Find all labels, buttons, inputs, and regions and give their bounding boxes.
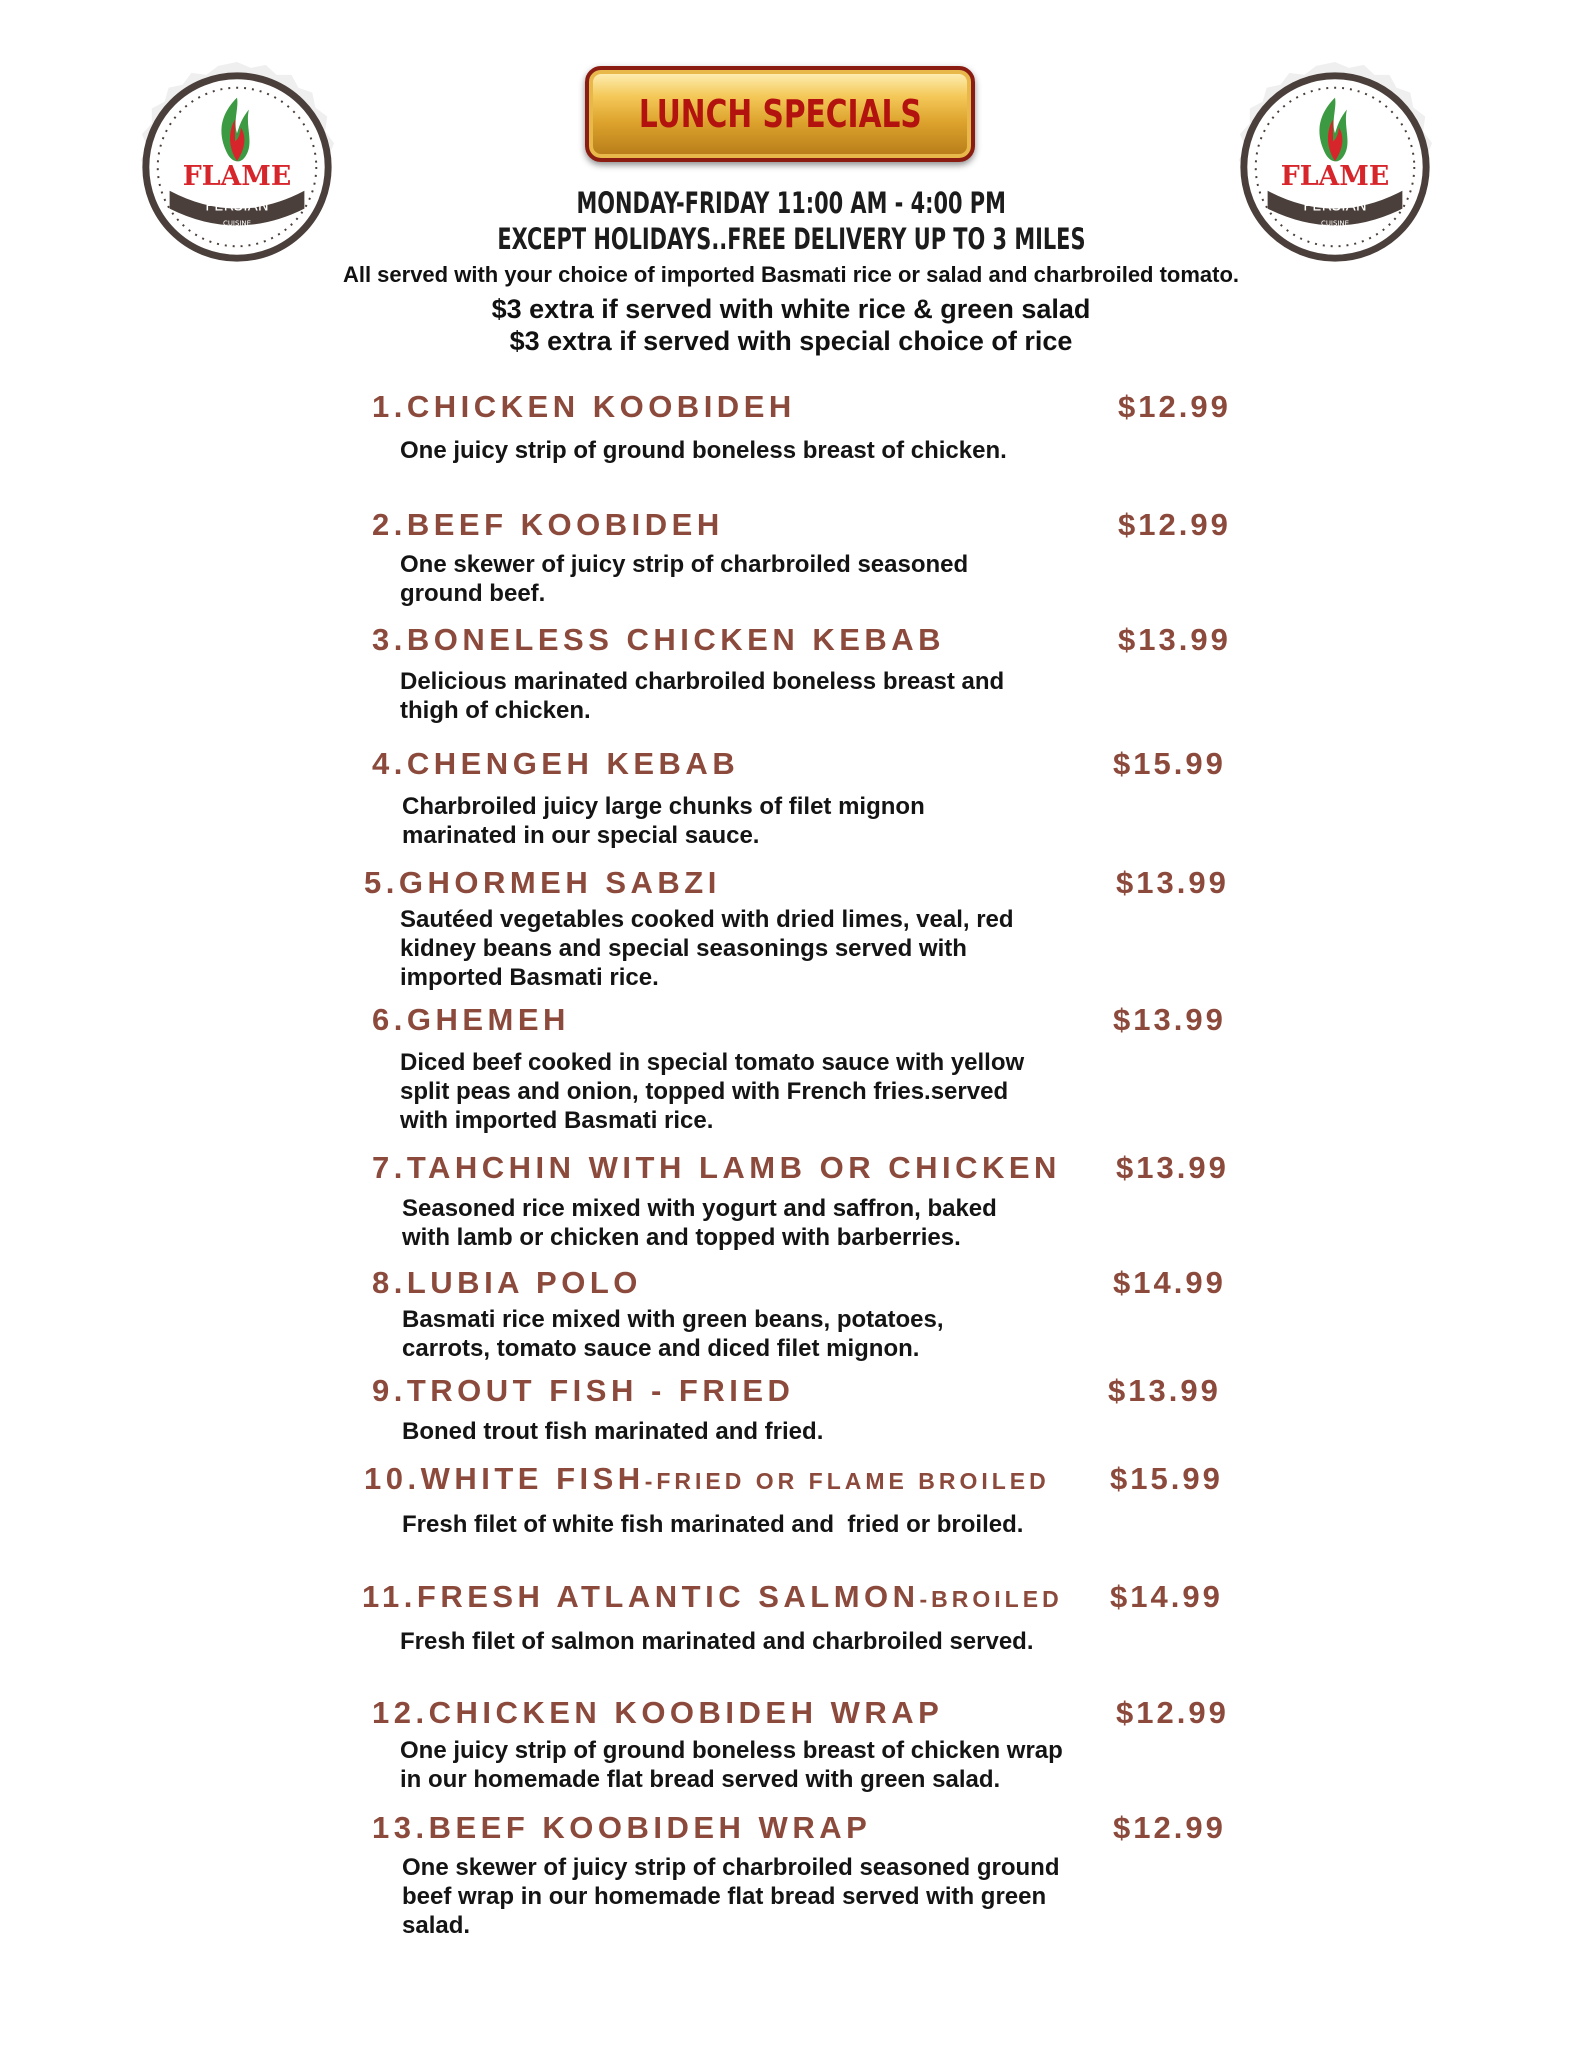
hours-line bbox=[0, 186, 1582, 220]
hours-text: MONDAY-FRIDAY 11:00 AM - 4:00 PM bbox=[576, 186, 1006, 220]
menu-item-description-line: Fresh filet of white fish marinated and fried or broiled. bbox=[402, 1511, 1024, 1538]
menu-item-description bbox=[402, 1417, 1122, 1446]
menu-item-title: 13.BEEF KOOBIDEH WRAP bbox=[372, 1810, 872, 1845]
menu-item-description bbox=[400, 905, 1120, 992]
menu-item-name bbox=[372, 1150, 1061, 1186]
menu-item-description-line: Fresh filet of salmon marinated and charbroiled served. bbox=[400, 1628, 1034, 1655]
menu-item-name bbox=[372, 507, 724, 543]
menu-item-description bbox=[400, 667, 1120, 725]
extra-note-white-rice: $3 extra if served with white rice & green salad bbox=[491, 294, 1091, 324]
logo-sub-text: PERSIAN bbox=[205, 196, 269, 215]
menu-item-description-line: Sautéed vegetables cooked with dried limes, veal, red bbox=[400, 906, 1014, 933]
logo-tag-text: CUISINE bbox=[223, 219, 251, 228]
menu-item-description bbox=[400, 1627, 1120, 1656]
menu-item-price: $13.99 bbox=[1116, 865, 1229, 900]
menu-item-price: $15.99 bbox=[1113, 746, 1226, 781]
menu-item-name bbox=[372, 1810, 871, 1846]
menu-item-name bbox=[362, 1579, 1063, 1615]
menu-item-description-line: kidney beans and special seasonings served with bbox=[400, 935, 967, 962]
menu-item-price: $12.99 bbox=[1116, 1695, 1229, 1730]
menu-item-title: 11.FRESH ATLANTIC SALMON bbox=[362, 1579, 920, 1614]
menu-item-subtitle: -BROILED bbox=[919, 1586, 1063, 1612]
menu-item-description-line: with lamb or chicken and topped with barberries. bbox=[402, 1224, 961, 1251]
menu-item-title: 1.CHICKEN KOOBIDEH bbox=[372, 389, 796, 424]
menu-item-description bbox=[402, 1305, 1122, 1363]
menu-item-description bbox=[402, 1194, 1122, 1252]
menu-item-price: $14.99 bbox=[1110, 1579, 1223, 1614]
menu-item-name bbox=[364, 1461, 1050, 1497]
delivery-text: EXCEPT HOLIDAYS..FREE DELIVERY UP TO 3 MILES bbox=[496, 222, 1086, 256]
menu-item-name bbox=[372, 1373, 794, 1409]
extra-note-special-rice: $3 extra if served with special choice of rice bbox=[509, 326, 1073, 356]
logo-sub-text: PERSIAN bbox=[1303, 196, 1367, 215]
menu-item-name bbox=[372, 1695, 943, 1731]
menu-item-title: 7.TAHCHIN WITH LAMB OR CHICKEN bbox=[372, 1150, 1061, 1185]
menu-item-description-line: One skewer of juicy strip of charbroiled seasoned bbox=[400, 551, 969, 578]
menu-item-title: 3.BONELESS CHICKEN KEBAB bbox=[372, 622, 946, 657]
menu-item-name bbox=[372, 1002, 570, 1038]
menu-item-description bbox=[400, 550, 1120, 608]
menu-item-price: $13.99 bbox=[1113, 1002, 1226, 1037]
menu-item-price: $13.99 bbox=[1118, 622, 1231, 657]
lunch-specials-banner bbox=[585, 66, 975, 162]
menu-item-description-line: Basmati rice mixed with green beans, potatoes, bbox=[402, 1306, 944, 1333]
menu-item-description bbox=[400, 1048, 1120, 1135]
menu-item-description-line: Diced beef cooked in special tomato sauce with yellow bbox=[400, 1049, 1025, 1076]
menu-item-description-line: beef wrap in our homemade flat bread served with green bbox=[402, 1883, 1047, 1910]
menu-item-price: $15.99 bbox=[1110, 1461, 1223, 1496]
menu-item-description-line: marinated in our special sauce. bbox=[402, 822, 760, 849]
menu-item-title: 10.WHITE FISH bbox=[364, 1461, 645, 1496]
menu-item-title: 9.TROUT FISH - FRIED bbox=[372, 1373, 795, 1408]
menu-item-description bbox=[400, 1736, 1120, 1794]
menu-item-description-line: One juicy strip of ground boneless breast of chicken wrap bbox=[400, 1737, 1063, 1764]
menu-item-description-line: carrots, tomato sauce and diced filet mignon. bbox=[402, 1335, 920, 1362]
delivery-line bbox=[0, 222, 1582, 256]
menu-item-name bbox=[372, 622, 945, 658]
menu-item-title: 6.GHEMEH bbox=[372, 1002, 570, 1037]
served-with-note: All served with your choice of imported Basmati rice or salad and charbroiled tomato. bbox=[342, 262, 1240, 287]
menu-item-price: $12.99 bbox=[1118, 389, 1231, 424]
menu-item-description-line: with imported Basmati rice. bbox=[400, 1107, 714, 1134]
menu-item-price: $13.99 bbox=[1108, 1373, 1221, 1408]
menu-item-price: $12.99 bbox=[1118, 507, 1231, 542]
menu-item-title: 8.LUBIA POLO bbox=[372, 1265, 642, 1300]
menu-item-description-line: salad. bbox=[402, 1912, 471, 1939]
menu-item-description-line: One skewer of juicy strip of charbroiled seasoned ground bbox=[402, 1854, 1060, 1881]
menu-item-name bbox=[364, 865, 721, 901]
menu-item-description-line: thigh of chicken. bbox=[400, 697, 591, 724]
banner-title: LUNCH SPECIALS bbox=[638, 92, 922, 136]
menu-item-description-line: Boned trout fish marinated and fried. bbox=[402, 1418, 824, 1445]
menu-item-title: 5.GHORMEH SABZI bbox=[364, 865, 721, 900]
logo-tag-text: CUISINE bbox=[1321, 219, 1349, 228]
menu-item-description-line: Seasoned rice mixed with yogurt and saffron, baked bbox=[402, 1195, 997, 1222]
menu-item-description-line: One juicy strip of ground boneless breast of chicken. bbox=[400, 437, 1007, 464]
menu-item-description-line: imported Basmati rice. bbox=[400, 964, 659, 991]
menu-item-description-line: Delicious marinated charbroiled boneless breast and bbox=[400, 668, 1005, 695]
menu-item-price: $13.99 bbox=[1116, 1150, 1229, 1185]
logo-brand-text: FLAME bbox=[182, 160, 292, 192]
menu-item-description-line: ground beef. bbox=[400, 580, 546, 607]
menu-item-description bbox=[402, 1853, 1122, 1940]
menu-item-price: $14.99 bbox=[1113, 1265, 1226, 1300]
menu-item-description bbox=[400, 436, 1120, 465]
logo-brand-text: FLAME bbox=[1280, 160, 1390, 192]
menu-item-description bbox=[402, 792, 1122, 850]
menu-item-title: 4.CHENGEH KEBAB bbox=[372, 746, 740, 781]
menu-item-description-line: in our homemade flat bread served with green salad. bbox=[400, 1766, 1001, 1793]
menu-item-description-line: Charbroiled juicy large chunks of filet mignon bbox=[402, 793, 925, 820]
menu-item-price: $12.99 bbox=[1113, 1810, 1226, 1845]
menu-item-description bbox=[402, 1510, 1122, 1539]
menu-item-name bbox=[372, 746, 739, 782]
menu-item-subtitle: -FRIED OR FLAME BROILED bbox=[644, 1468, 1050, 1494]
menu-item-name bbox=[372, 1265, 642, 1301]
menu-item-description-line: split peas and onion, topped with French fries.served bbox=[400, 1078, 1009, 1105]
menu-item-title: 12.CHICKEN KOOBIDEH WRAP bbox=[372, 1695, 944, 1730]
menu-item-name bbox=[372, 389, 796, 425]
menu-item-title: 2.BEEF KOOBIDEH bbox=[372, 507, 724, 542]
